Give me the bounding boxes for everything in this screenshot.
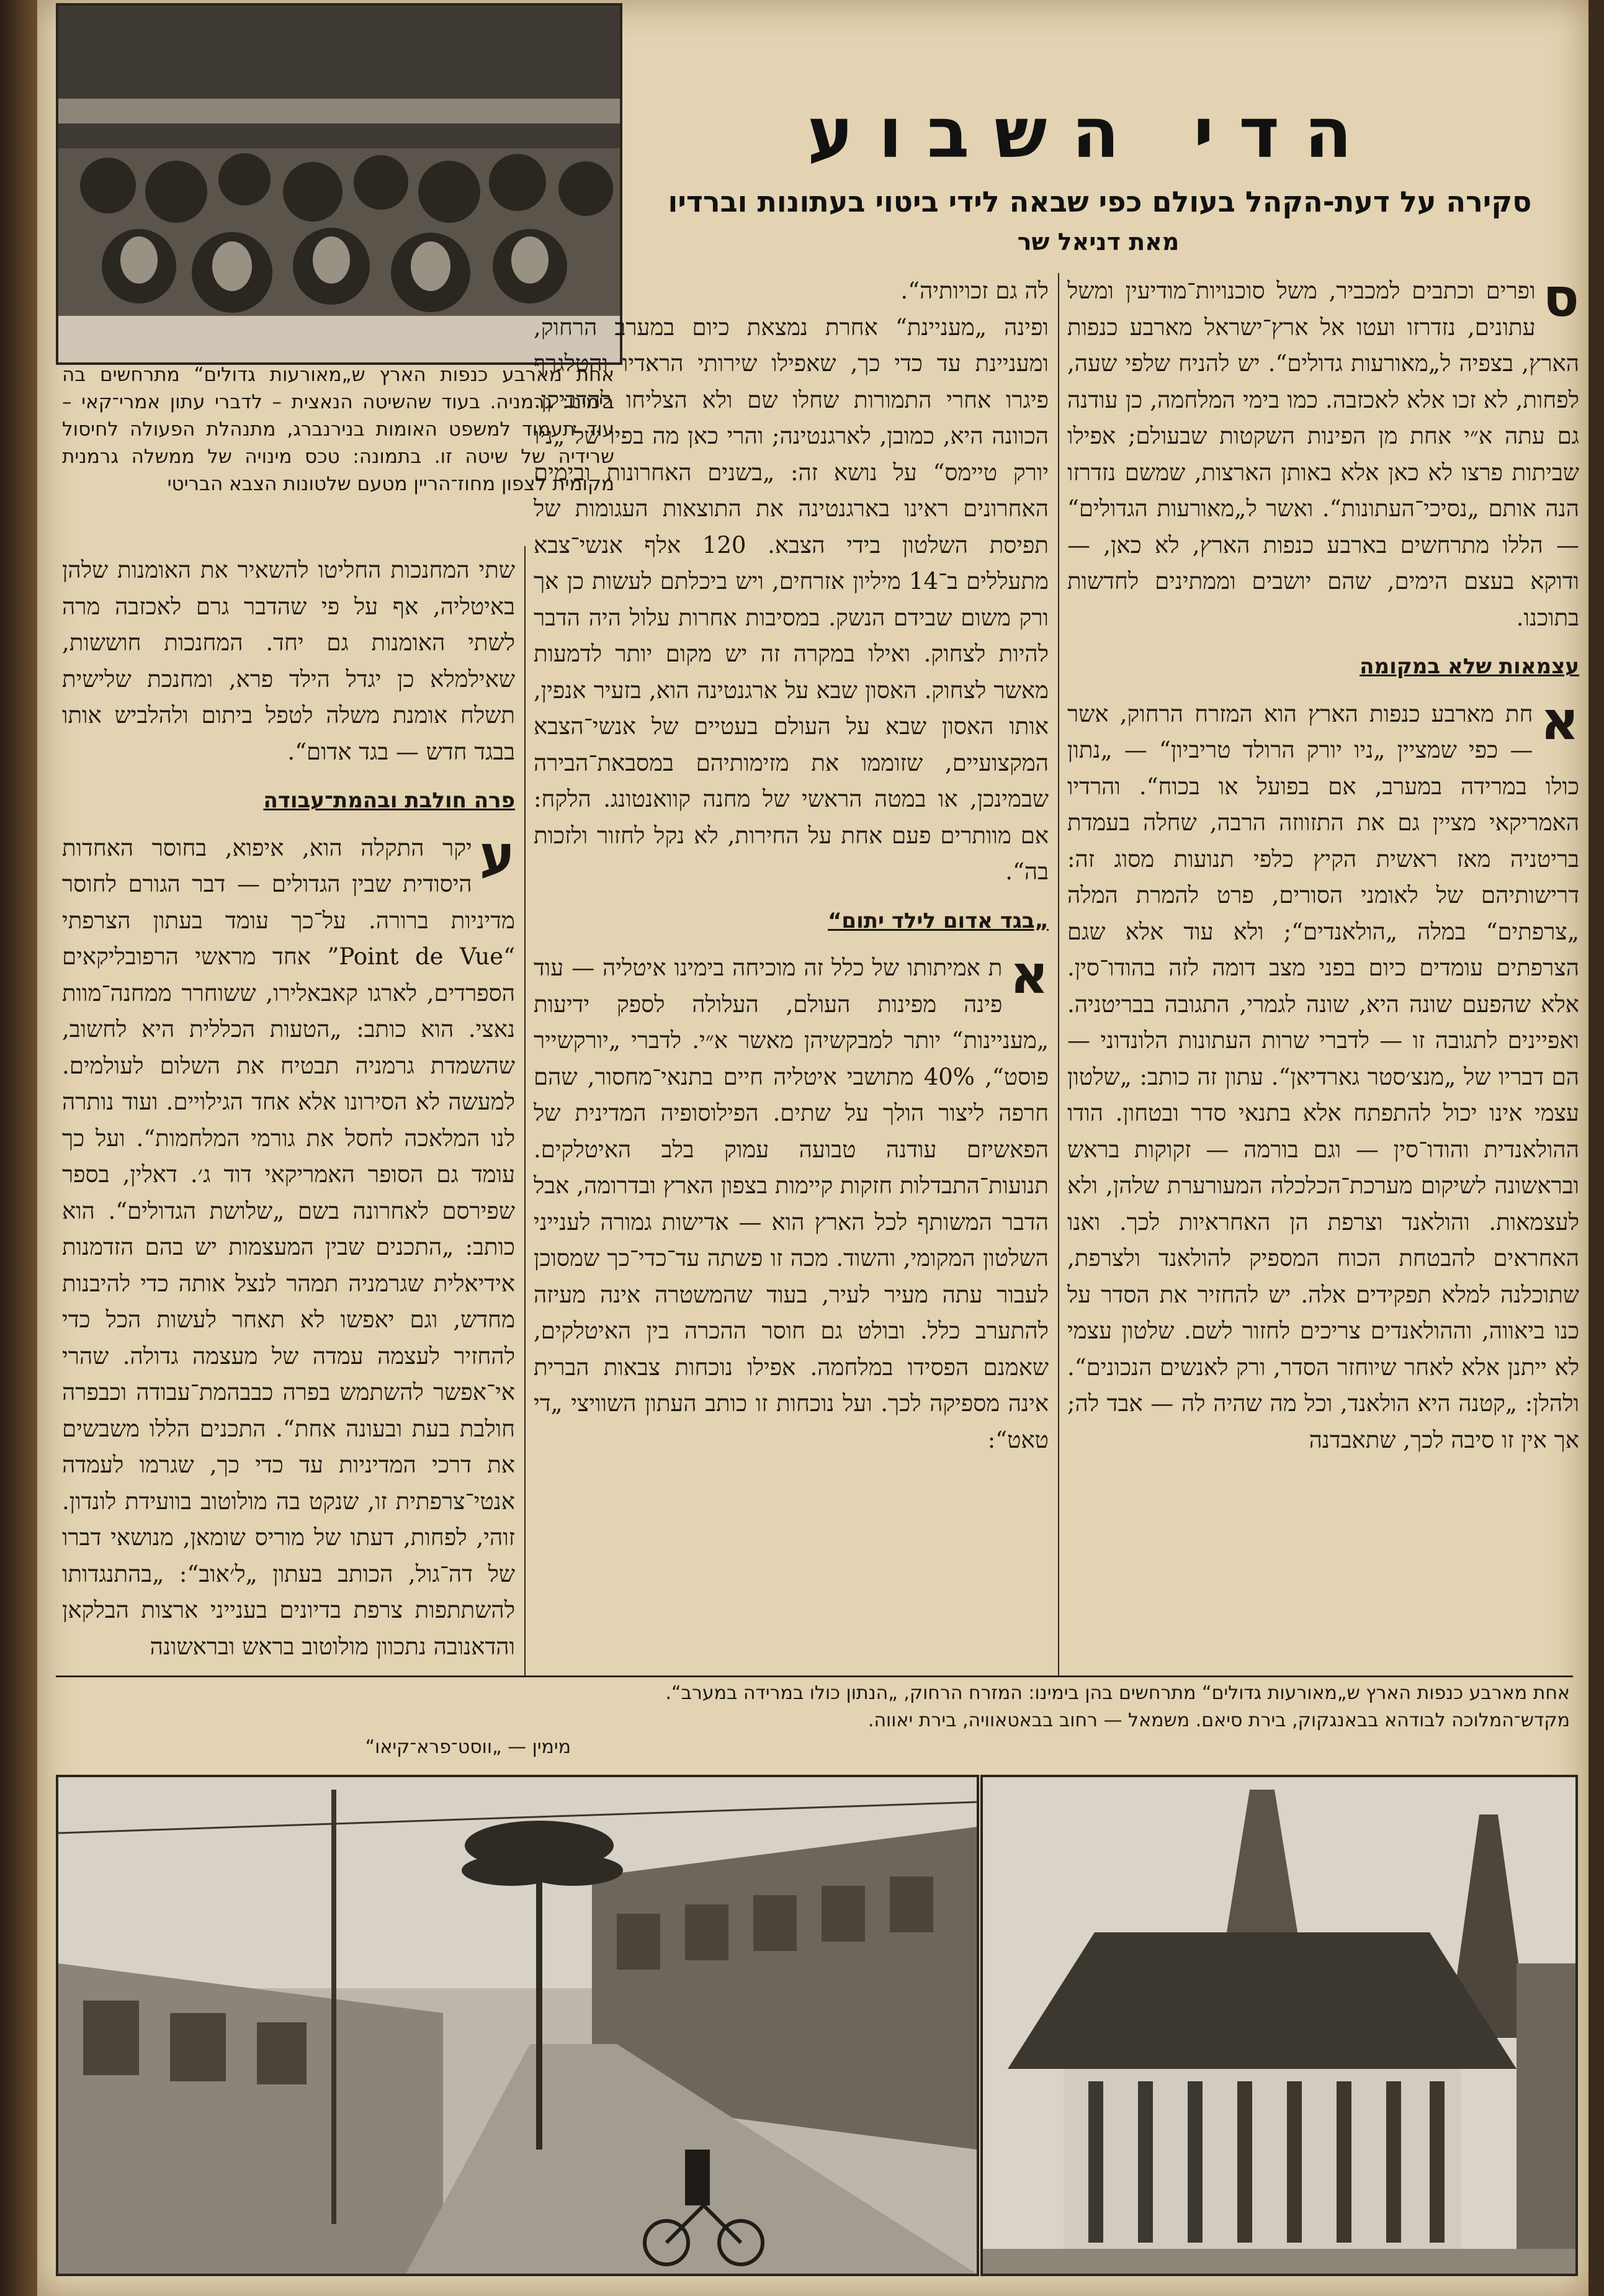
bottom-photo-temple <box>980 1775 1578 2276</box>
column-divider <box>524 546 526 1675</box>
byline: מאת דניאל שר <box>1017 228 1180 256</box>
paragraph: ופינה „מעניינת“ אחרת נמצאת כיום במערב הרחוק, ומעניינת עד כדי כך, שאפילו שירותי הראדיו והטלגרף פיגרו אחרי התמורות שחלו שם ולא הצליחו להדביקן. הכוונה היא, כמובן, לארגנטינה; והרי כאן מה בפיו של „ניו יורק טיימס“ על נושא זה: „בשנים האחרונות ובימים האחרונים ראינו בארגנטינה את התוצאות העגומות של תפיסת השלטון בידי הצבא. 120 אלף אנשי־צבא מתעללים ב־14 מיליון אזרחים, ויש ביכלתם לעשות כן אך ורק משום שבידם הנשק. במסיבות אחרות עלול היה הדבר להיות לצחוק. ואילו במקרה זה יש מקום יותר לדמעות מאשר לצחוק. האסון שבא על ארגנטינה הוא, בזעיר אנפין, אותו האסון שבא על העולם בעטיים של אנשי־הצבא המקצועיים, שזוממו את מזימותיהם במסבאת־הבירה שבמינכן, או במטה הראשי של מחנה קוואנטונג. הלקח: אם מוותרים פעם אחת על החירות, לא נקל לחזור ולזכות בה“. <box>534 313 1049 885</box>
column-right <box>1067 273 1579 1669</box>
magazine-page <box>37 0 1588 2296</box>
drop-cap: ס <box>1543 273 1579 329</box>
section-paragraph: ע יקר התקלה הוא, איפוא, בחוסר האחדות היסודית שבין הגדולים — דבר הגורם לחוסר מדיניות ברורה. על־כך עומד בעתון הצרפתי “Point de Vue” אחד מראשי הרפובליקאים הספרדים, לארגו קאבאלירו, ששוחרר ממחנה־מוות נאצי. הוא כותב: „הטעות הכללית היא לחשוב, שהשמדת גרמניה תבטיח את השלום לעולמים. למעשה לא הסירונו אלא אחד הגילויים. ועוד נותרה לנו המלאכה לחסל את גורמי המלחמות“. ועל כך עומד גם הסופר האמריקאי דוד ג׳. דאלין, בספר שפירסם לאחרונה בשם „שלושת הגדולים“. הוא כותב: „התכנים שבין המעצמות יש בהם הזדמנות אידיאלית שגרמניה תמהר לנצל אותה כדי להיבנות מחדש, וגם יאפשו לא תאחר לעשות הכל כדי להחזיר לעצמה עמדה של מעצמה גדולה. שהרי אי־אפשר להשתמש בפרה כבבהמת־עבודה וכבפרה חולבת בעת ובעונה אחת“. התכנים הללו משבשים את דרכי המדיניות עד כדי כך, שגרמו לעמדה אנטי־צרפתית זו, שנקט בה מולוטוב בוועידת לונדון. זוהי, לפחות, דעתו של מוריס שומאן, מנושאי דברו של דה־גול, הכותב בעתון „ל׳אוב“: „בהתנגדותו להשתתפות צרפת בדיונים בענייני ארצות הבלקאן והדאנובה נתכוון מולוטוב בראש ובראשונה <box>62 823 515 1660</box>
book-spine <box>0 0 37 2296</box>
section-paragraph: א חת מארבע כנפות הארץ הוא המזרח הרחוק, אשר — כפי שמציין „ניו יורק הרולד טריביון“ — „נתון כולו במרידה במערב, אם בפועל או בכוח“. והרדיו האמריקאי מציין גם את התזווזה הרבה, שחלה בעמדת בריטניה מאז ראשית הקיץ כלפי תנועות מסוג זה: דרישותיהם של לאומני הסורים, פרט להמרת המלה „צרפתים“ במלה „הולאנדים“; ולא עוד אלא שגם הצרפתים עומדים כיום בפני מצב דומה לזה בהודו־סין. אלא שהפעם שונה היא, שונה לגמרי, התגובה בבריטניה. ואפיינים לתגובה זו — לדברי שרות העתונות הלונדוני — הם דבריו של „מנצ׳סטר גארדיאן“. עתון זה כותב: „שלטון עצמי אינו יכול להתפתח אלא בתנאי סדר ובטחון. הודו ההולאנדית והודו־סין — וגם בורמה — זקוקות בראש ובראשונה לשיקום מערכת־הכלכלה המעורערת שלהן, ולא לעצמאות. והולאנד וצרפת הן האחראיות לכך. ואנו האחראים להבטחת הכוח המספיק להולאנד ולצרפת, שתוכלנה למלא תפקידים אלה. יש להחזיר את הסדר על כנו ביאווה, וההולאנדים צריכים לחזור לשם. שלטון עצמי לא ייתנן אלא לאחר שיוחזר הסדר, ורק לאנשים הנכונים“. ולהלן: „קטנה היא הולאנד, וכל מה שהיה לה — אבד לה; אך אין זו סיבה לכך, שתאבדנה <box>1067 689 1579 1453</box>
intro-paragraph: ס ופרים וכתבים למכביר, משל סוכנויות־מודיעין ומשל עתונים, נזדרזו ועטו אל ארץ־ישראל מארבע כנפות הארץ, בצפיה ל„מאורעות גדולים“. יש להניח שלפי שעה, לפחות, לא זכו אלא לאכזבה. כמו בימי המלחמה, כן עודנה גם עתה א״י אחת מן הפינות השקטות שבעולם; אפילו שביתות פרצו לא כאן אלא באותן הארצות, שמשם נזדרזו הנה אותם „נסיכי־העתונות“. ואשר ל„מאורעות הגדולים“ — הללו מתרחשים בארבע כנפות הארץ, לא כאן, — ודוקא בעצם הימים, שהם יושבים וממתינים לחדשות בתוכנו. <box>1067 273 1579 631</box>
drop-cap: א <box>1540 689 1579 752</box>
drop-cap: ע <box>479 823 515 886</box>
photo-credit: מימין — „ווסט־פרא־קיאו“ <box>365 1736 571 1758</box>
page-subtitle: סקירה על דעת-הקהל בעולם כפי שבאה לידי ביטוי בעתונות וברדיו <box>668 185 1532 218</box>
column-divider <box>1058 273 1059 1675</box>
section-paragraph: א ת אמיתותו של כלל זה מוכיחה בימינו איטליה — עוד פינה מפינות העולם, העלולה לספק ידיעות „מעניינות“ יותר למבקשיהן מאשר א״י. לדברי „יורקשייר פוסט“, 40% מתושבי איטליה חיים בתנאי־מחסור, שהם חרפה ליצור הולך על שתים. הפילוסופיה המדינית של הפאשיזם עודנה טבועה עמוק בלב האיטלקים. תנועות־התבדלות חזקות קיימות בצפון הארץ ובדרומה, אבל הדבר המשותף לכל הארץ הוא — אדישות גמורה לענייני השלטון המקומי, והשוד. מכה זו פשתה עד־כדי־כך שמסוכן לעבור עתה מעיר לעיר, בעוד שהמשטרה אינה מעיזה להתערב כלל. ובולט גם חוסר ההכרה בין האיטלקים, שאמנם הפסידו במלחמה. אפילו נוכחות צבאות הברית אינה מספיקה לכך. ועל נוכחות זו כותב העתון השוויצי „די טאט“: <box>534 944 1049 1453</box>
section-heading: פרה חולבת ובהמת־עבודה <box>263 788 515 813</box>
section-heading: עצמאות שלא במקומה <box>1360 654 1579 679</box>
bottom-caption-line1: אחת מארבע כנפות הארץ ש„מאורעות גדולים“ מתרחשים בהן בימינו: המזרח הרחוק, „הנתון כולו במרידה במערב“. <box>665 1682 1570 1704</box>
caption-rule <box>56 1675 1573 1677</box>
bottom-caption-line2: מקדש־המלוכה לבודהא בבאנגקוק, בירת סיאם. משמאל — רחוב בבאטאוויה, בירת יאווה. <box>867 1710 1570 1731</box>
continued-text: לה גם זכויותיה“. <box>900 277 1049 304</box>
drop-cap: א <box>1010 944 1049 1006</box>
top-photo-caption: אחת מארבע כנפות הארץ ש„מאורעות גדולים“ מתרחשים בה בימינו: גרמניה. בעוד שהשיטה הנאצית – לדברי עתון אמרי־קאי – עוד תעמוד למשפט האומות בנירנברג, מתנהלת הפעולה לחיסול שרידיה של שיטה זו. בתמונה: טכס מינויה של ממשלה גרמנית מקומית לצפון מחוז־הריין מטעם שלטונות הצבא הבריטי <box>62 364 614 495</box>
page-title: הדי השבוע <box>807 93 1377 174</box>
section-heading: „בגד אדום לילד יתום“ <box>828 908 1049 933</box>
column-left <box>62 552 515 1669</box>
column-middle <box>534 273 1049 1669</box>
continued-text: שתי המחנכות החליטו להשאיר את האומנות שלהן באיטליה, אף על פי שהדבר גרם לאכזבה מרה לשתי האומנות גם יחד. המחנכות חוששות, שאילמלא כן יגדל הילד פרא, ומחנכת שלישית תשלח אומנת משלה לטפל ביתום ולהלביש אותו בבגד חדש — בגד אדום“. <box>62 557 515 765</box>
bottom-photo-street <box>56 1775 979 2276</box>
